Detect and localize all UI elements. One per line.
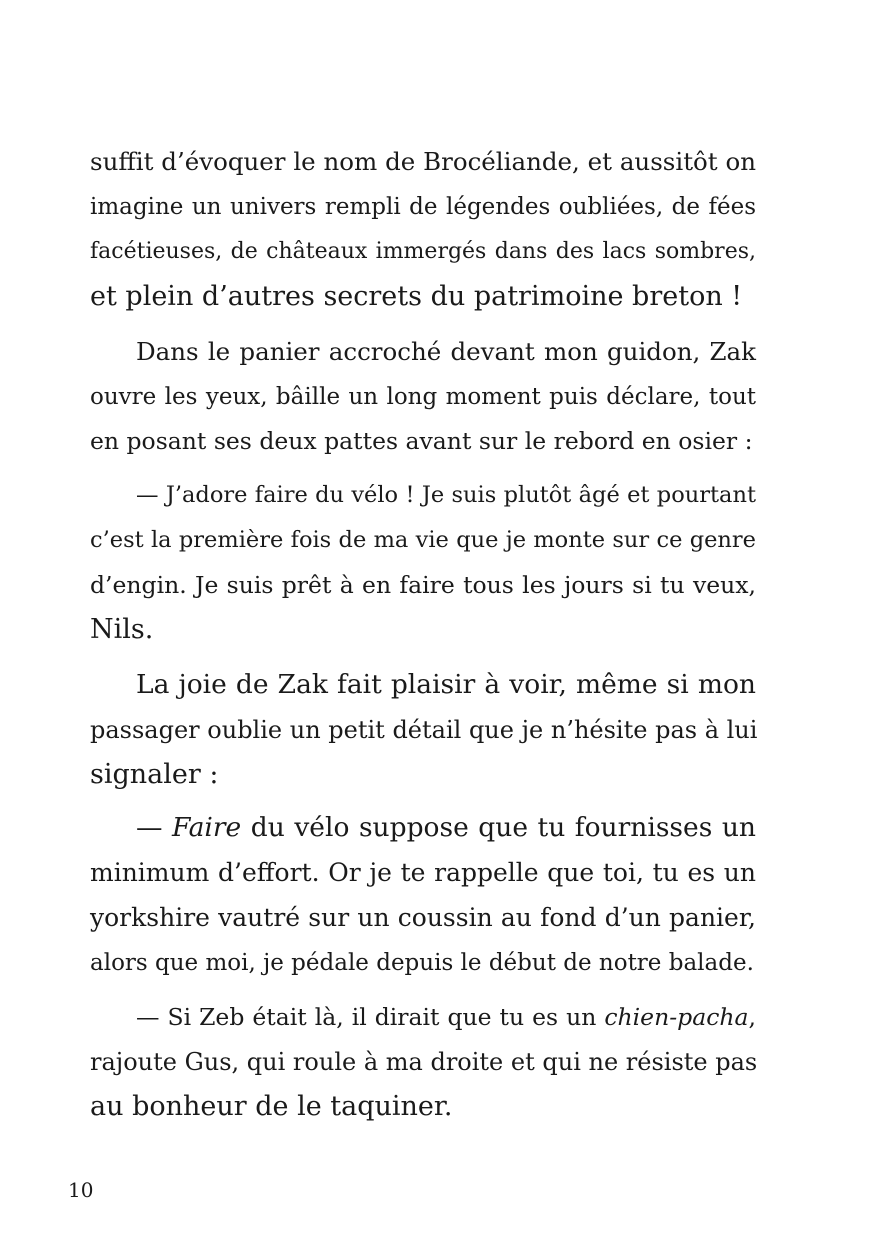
paragraph-6-line-1 [136, 1000, 756, 1034]
paragraph-6-line-1-comma: , [748, 1003, 756, 1031]
paragraph-5-line-2: minimum d’effort. Or je te rappelle que toi, tu es un [90, 858, 756, 887]
paragraph-1-line-1: suffit d’évoquer le nom de Brocéliande, et aussitôt on [90, 147, 756, 176]
paragraph-6-line-3: au bonheur de le taquiner. [90, 1091, 453, 1122]
paragraph-5-line-4: alors que moi, je pédale depuis le début de notre balade. [90, 950, 754, 976]
page-number: 10 [68, 1178, 94, 1202]
paragraph-4-line-2: passager oublie un petit détail que je n’hésite pas à lui [90, 716, 758, 744]
italic-word-faire: Faire [172, 812, 242, 843]
paragraph-1-line-3: facétieuses, de châteaux immergés dans des lacs sombres, [90, 239, 756, 264]
paragraph-4-line-1: La joie de Zak fait plaisir à voir, même si mon [136, 669, 756, 700]
paragraph-2-line-1: Dans le panier accroché devant mon guidon, Zak [136, 337, 756, 366]
paragraph-5-line-1 [136, 811, 756, 845]
italic-word-chien-pacha: chien-pacha [604, 1003, 749, 1031]
dialogue-dash: — [136, 812, 173, 843]
paragraph-3-line-3: d’engin. Je suis prêt à en faire tous les jours si tu veux, [90, 571, 756, 599]
paragraph-3-line-2: c’est la première fois de ma vie que je monte sur ce genre [90, 527, 756, 553]
paragraph-5-line-3: yorkshire vautré sur un coussin au fond d’un panier, [90, 903, 756, 932]
paragraph-4-line-3: signaler : [90, 759, 219, 790]
paragraph-2-line-2: ouvre les yeux, bâille un long moment puis déclare, tout [90, 384, 756, 410]
paragraph-6-line-1-start: — Si Zeb était là, il dirait que tu es un [136, 1003, 605, 1031]
paragraph-1-line-2: imagine un univers rempli de légendes oubliées, de fées [90, 194, 756, 220]
paragraph-3-line-4: Nils. [90, 614, 154, 645]
paragraph-3-line-1: — J’adore faire du vélo ! Je suis plutôt âgé et pourtant [136, 482, 756, 508]
paragraph-6-line-2: rajoute Gus, qui roule à ma droite et qui ne résiste pas [90, 1048, 758, 1076]
paragraph-5-line-1-rest: du vélo suppose que tu fournisses un [241, 812, 756, 843]
paragraph-2-line-3: en posant ses deux pattes avant sur le rebord en osier : [90, 427, 753, 455]
paragraph-1-line-4: et plein d’autres secrets du patrimoine breton ! [90, 281, 743, 312]
